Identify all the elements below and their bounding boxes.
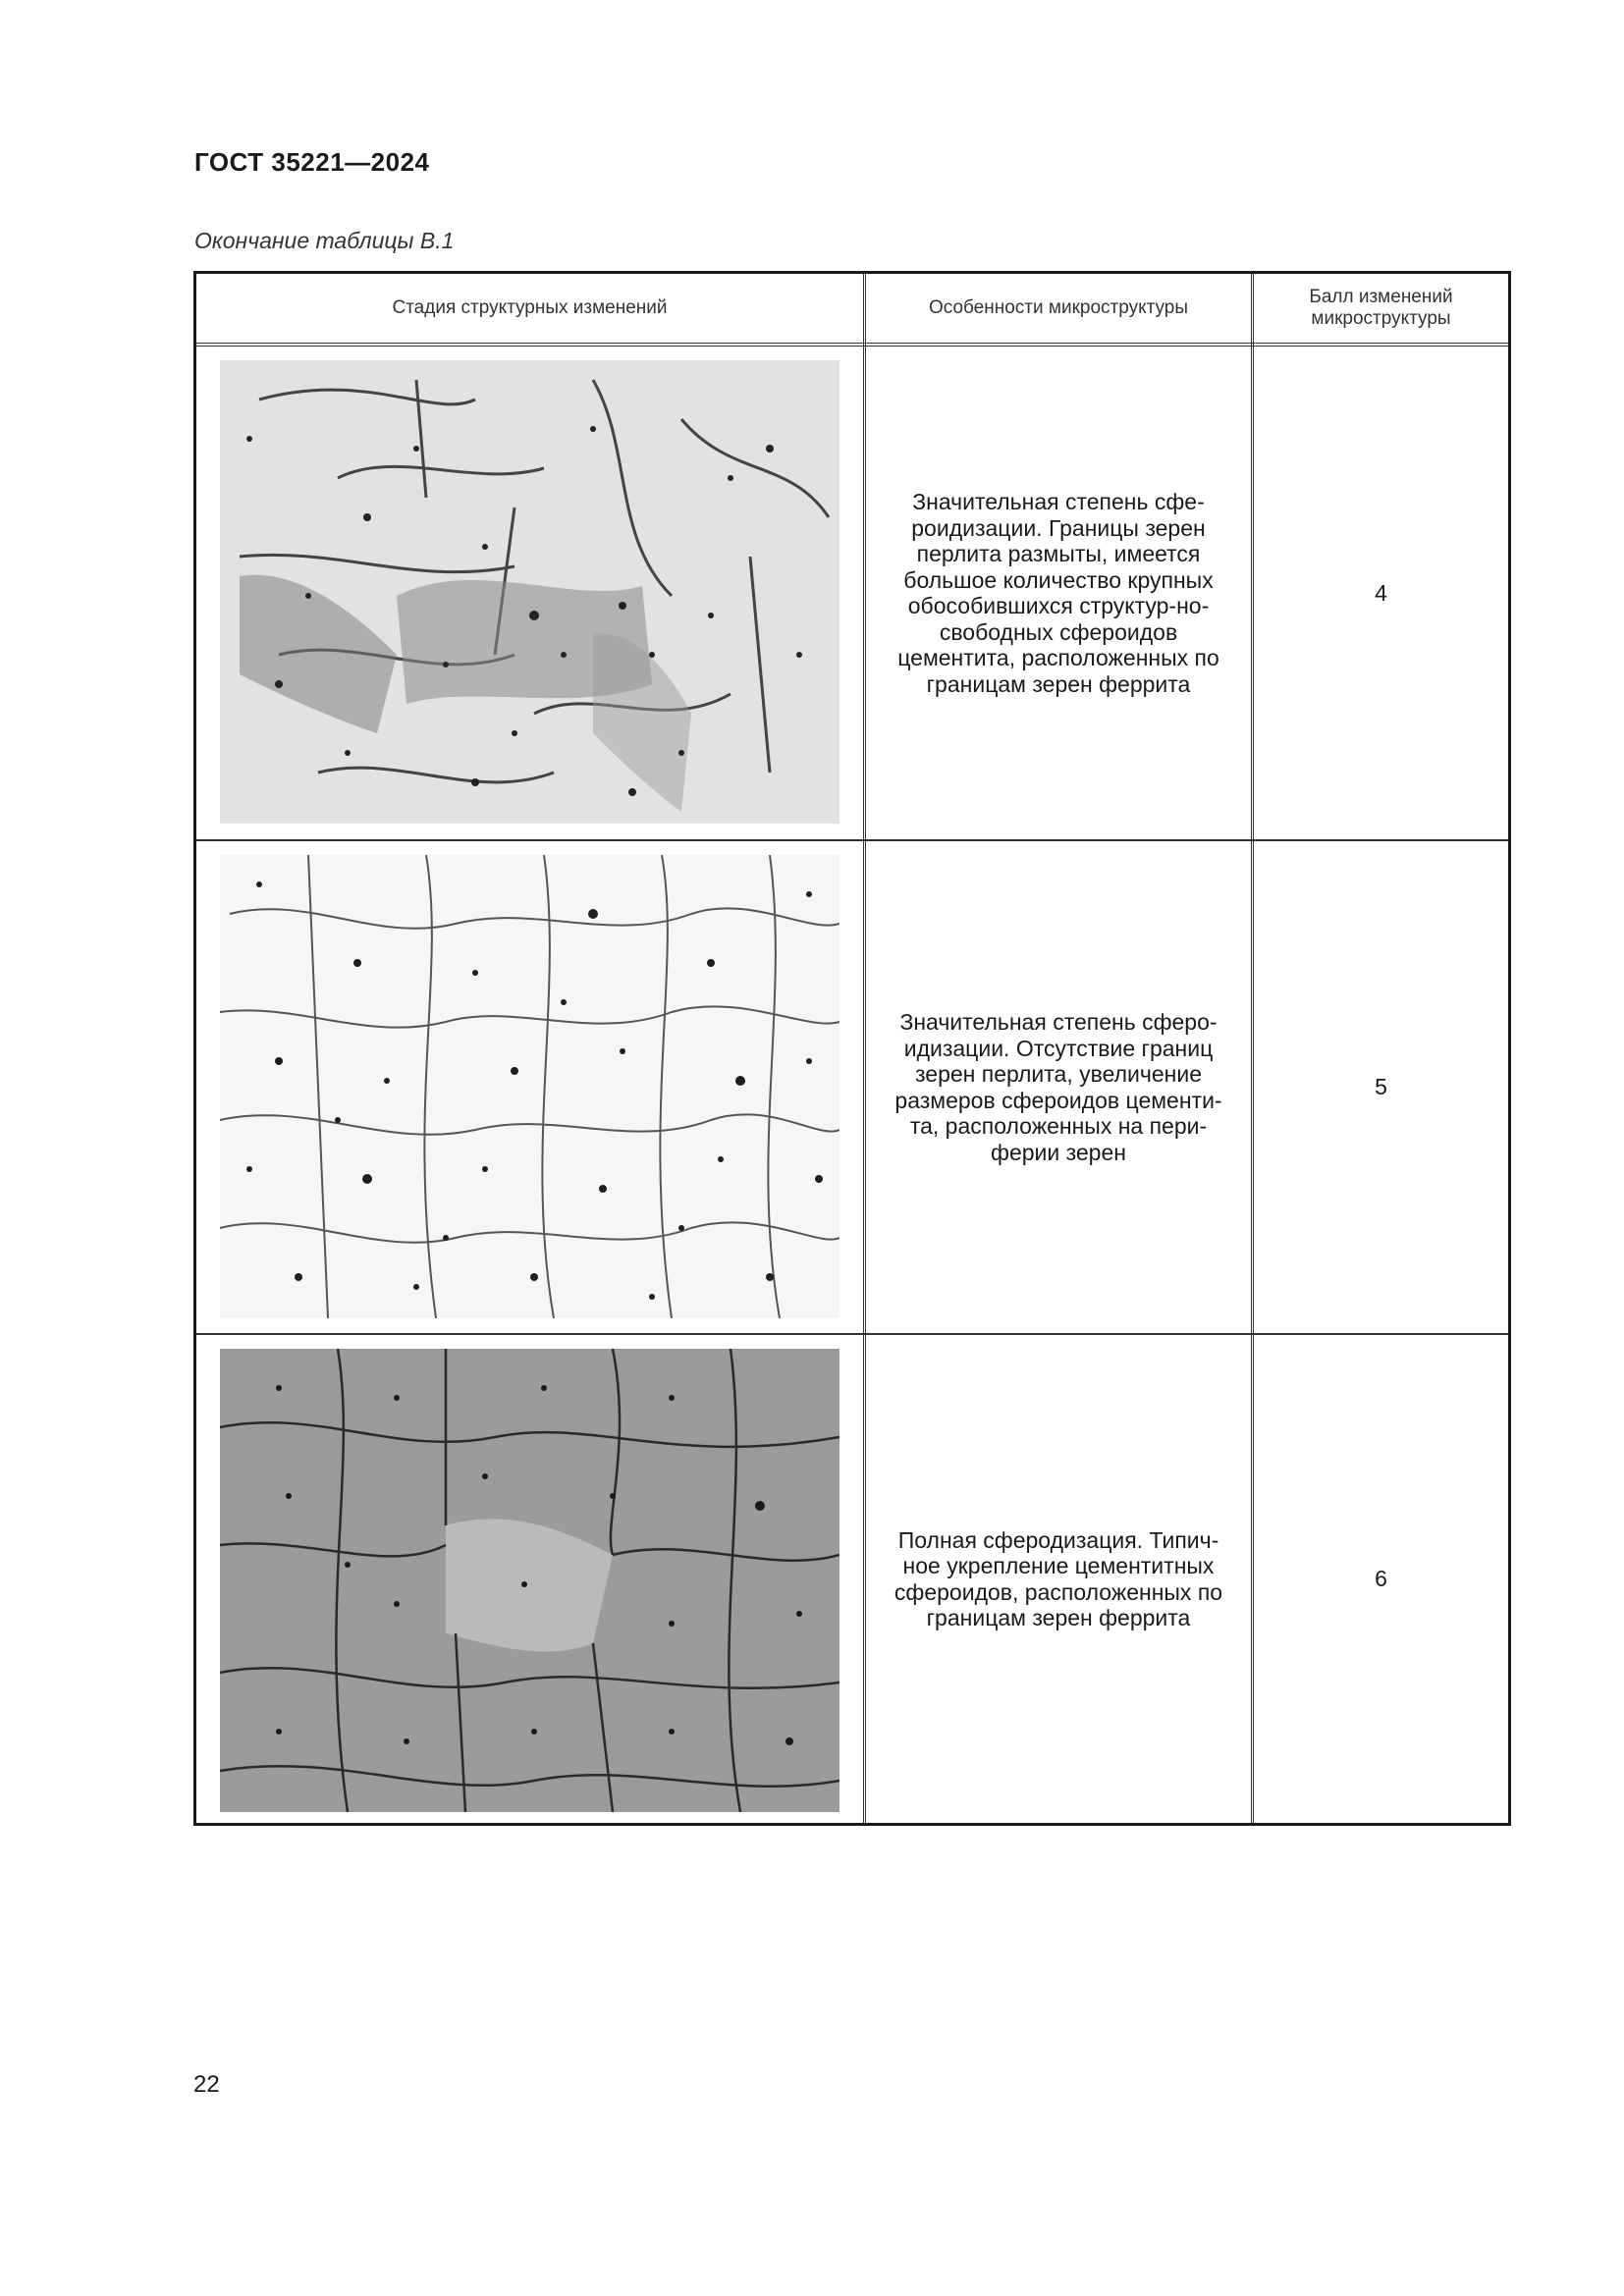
micrograph-score-6-picture	[220, 1349, 839, 1812]
column-header-stage: Стадия структурных изменений	[392, 297, 668, 318]
micrograph-image	[220, 1349, 839, 1812]
micrograph-score-4-picture	[220, 360, 839, 824]
table-row	[196, 347, 1508, 841]
score-value: 6	[1375, 1566, 1387, 1591]
table-header-row	[196, 274, 1508, 347]
score-value: 5	[1375, 1074, 1387, 1099]
micrograph-image	[220, 360, 839, 824]
microstructure-description	[866, 841, 1251, 1333]
column-header-features: Особенности микроструктуры	[928, 297, 1189, 318]
table-caption: Окончание таблицы В.1	[194, 228, 455, 253]
score-value: 4	[1375, 579, 1387, 606]
micrograph-image	[220, 855, 839, 1318]
microstructure-table	[193, 271, 1511, 1826]
description-text: Значительная степень сфе-роидизации. Границы зерен перлита размыты, имеется большое количество крупных обособившихся структур-но-свободных сфероидов цементита, расположенных по границам зерен феррита	[897, 489, 1219, 697]
microstructure-description	[866, 1335, 1251, 1823]
table-row	[196, 841, 1508, 1335]
microstructure-description	[866, 347, 1251, 839]
page-number: 22	[193, 2071, 220, 2098]
description-text: Полная сферодизация. Типич-ное укрепление цементитных сфероидов, расположенных по границам зерен феррита	[893, 1526, 1223, 1630]
micrograph-score-5-picture	[220, 855, 839, 1318]
table-row	[196, 1335, 1508, 1823]
document-header: ГОСТ 35221—2024	[194, 147, 430, 177]
description-text: Значительная степень сферо-идизации. Отсутствие границ зерен перлита, увеличение размеров сфероидов цементи-та, расположенных на пери-ферии зерен	[894, 1009, 1222, 1165]
column-header-score: Балл изменений микроструктуры	[1309, 287, 1453, 329]
